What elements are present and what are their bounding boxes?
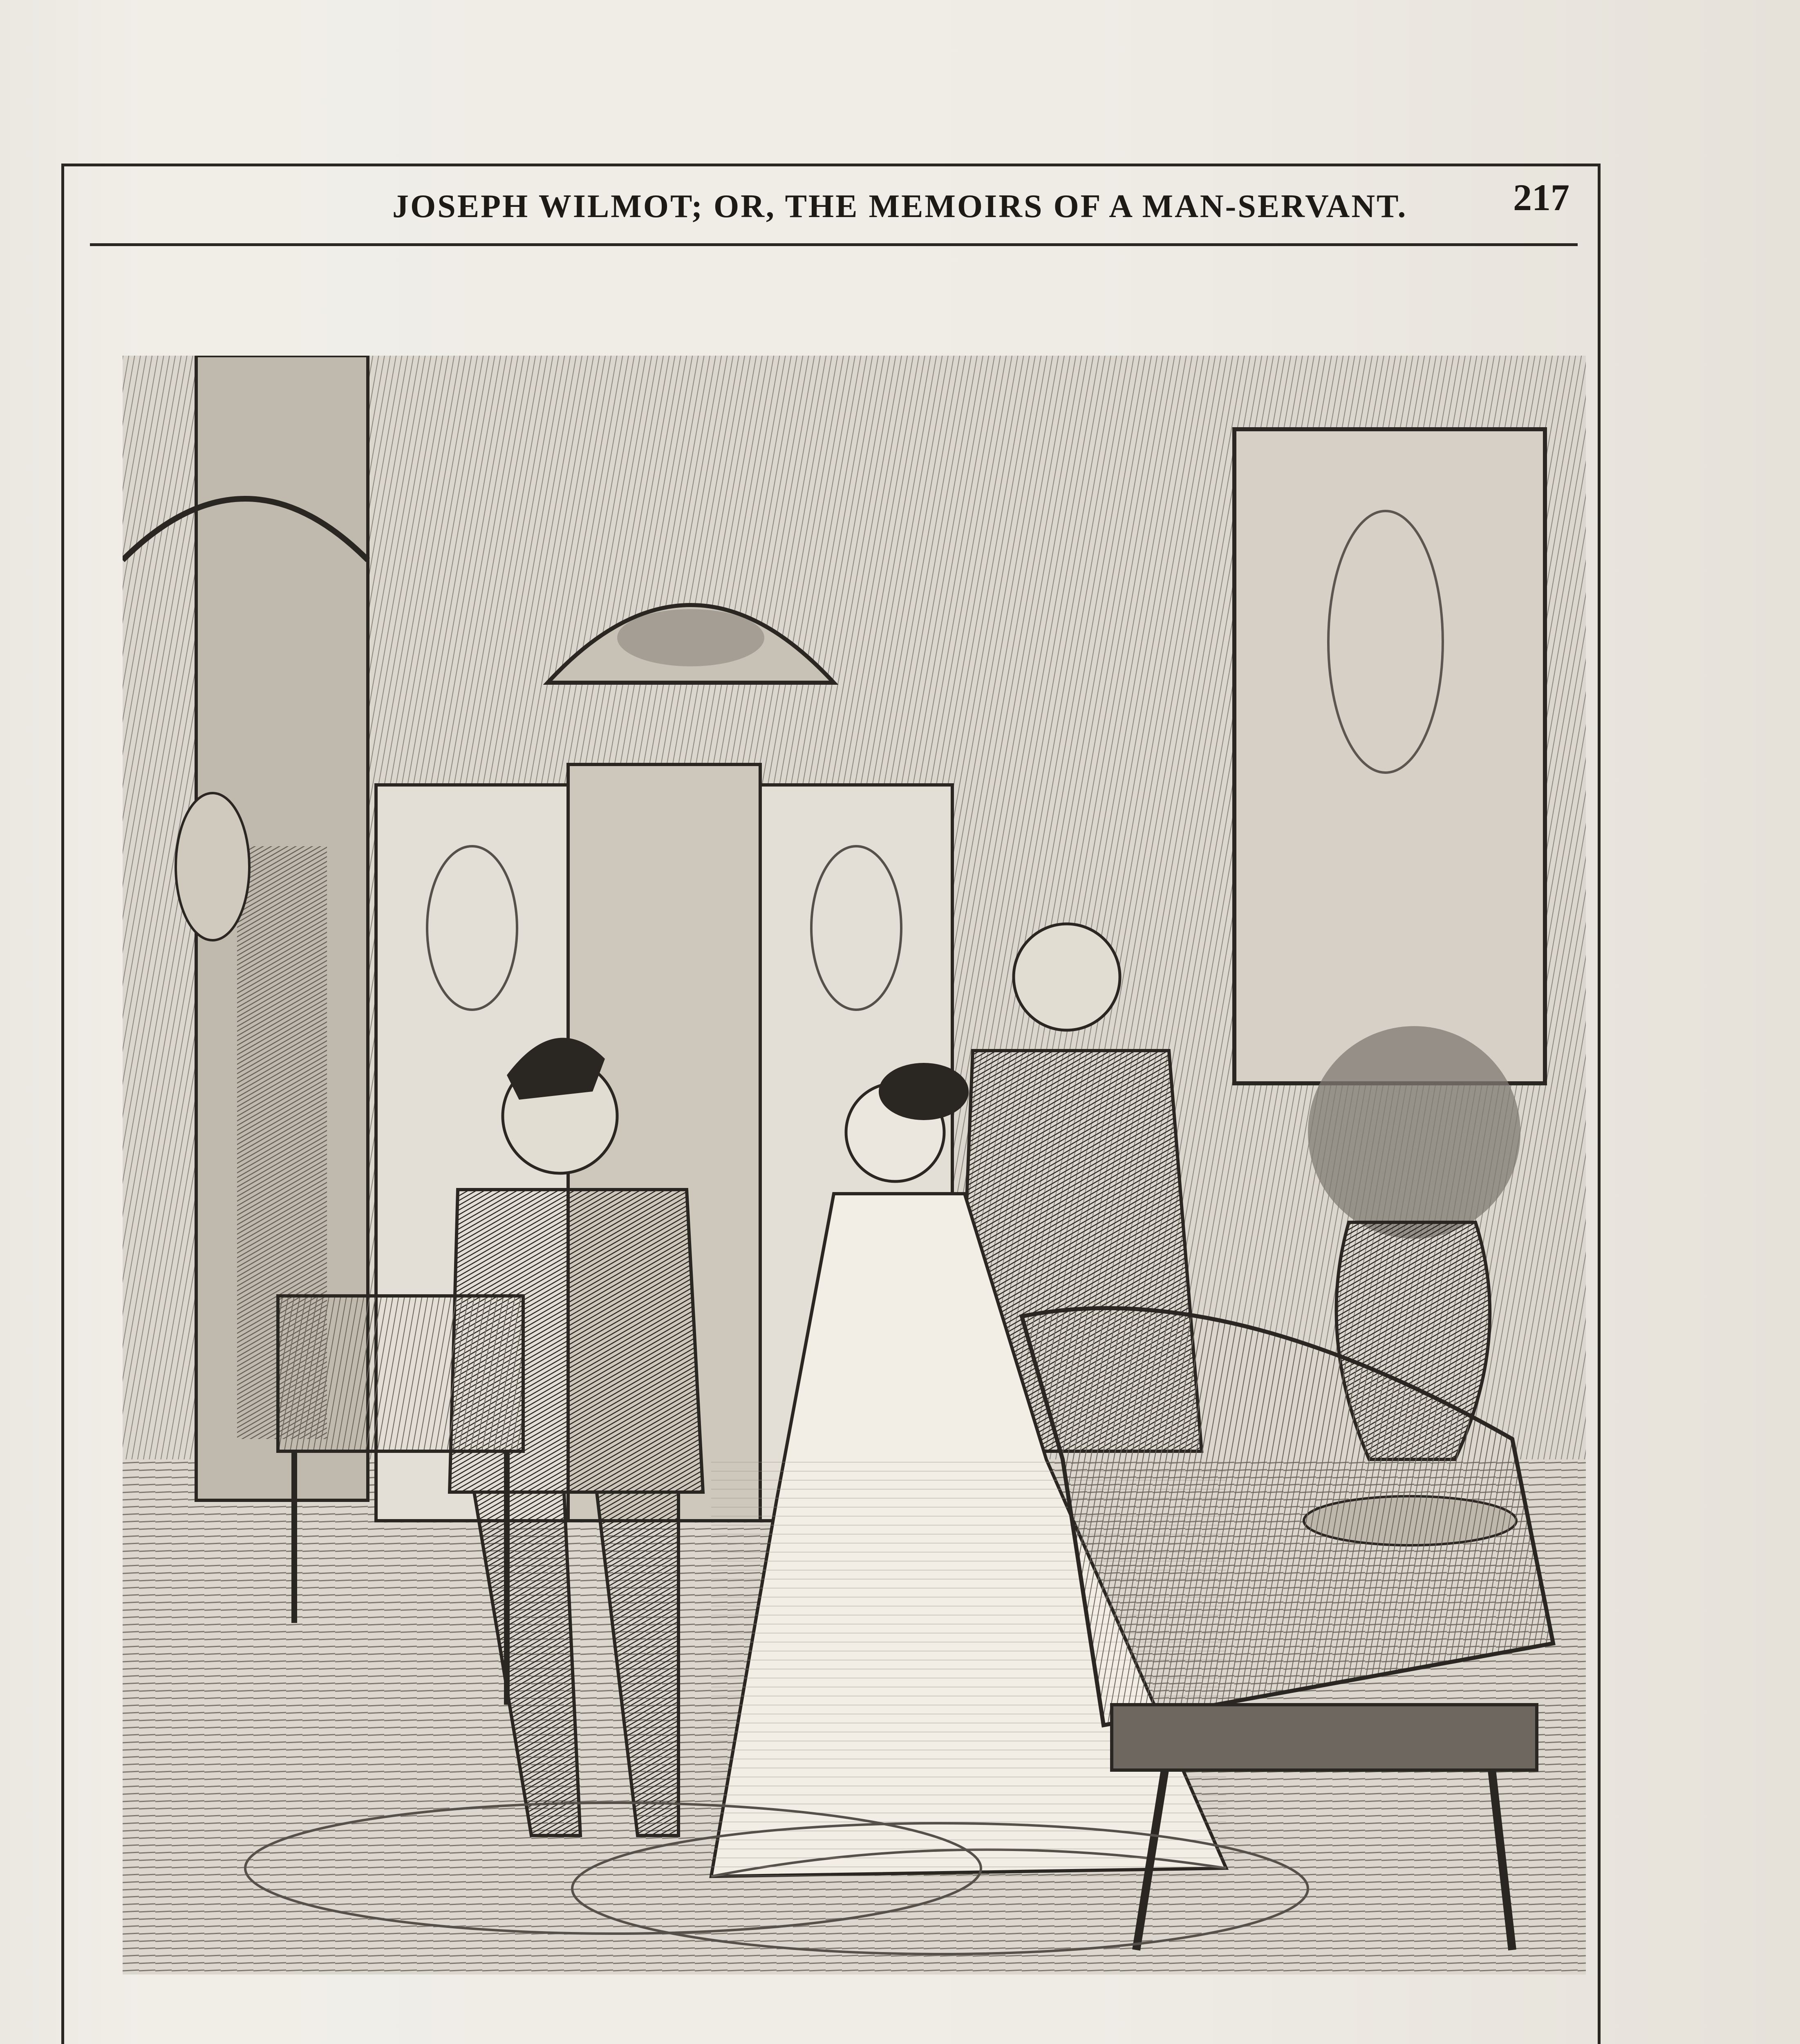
parlour-scene-engraving (123, 356, 1586, 1975)
wall-painting-right (1234, 429, 1545, 1083)
statue-niche (176, 793, 249, 940)
running-title: JOSEPH WILMOT; OR, THE MEMOIRS OF A MAN-SERVANT. (392, 188, 1408, 224)
running-head (90, 176, 1578, 245)
engraving-illustration (123, 356, 1586, 1975)
page-number: 217 (1513, 177, 1569, 218)
header-rule (90, 243, 1578, 246)
